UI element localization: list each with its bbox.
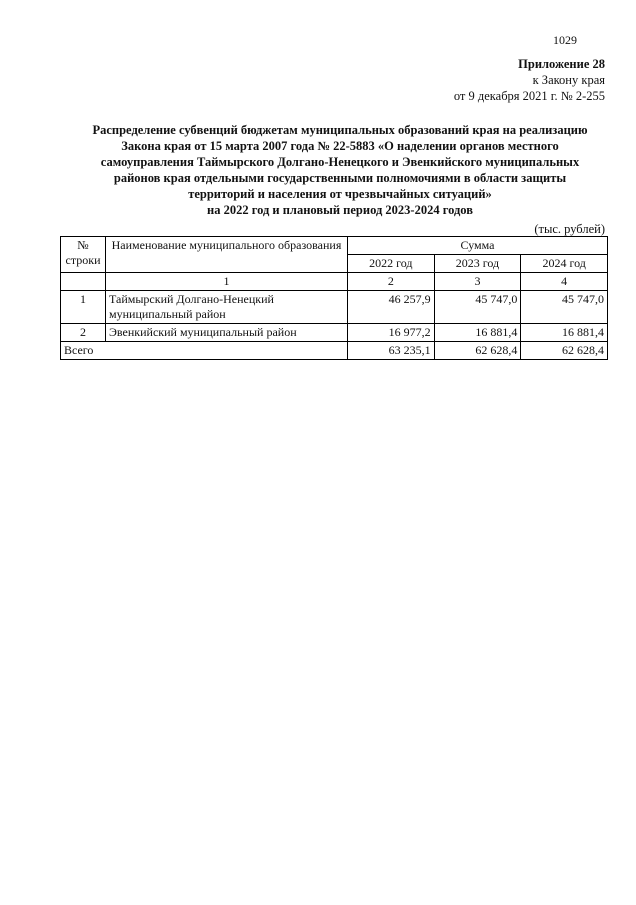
row-value-2023: 16 881,4: [434, 324, 521, 342]
row-value-2023: 45 747,0: [434, 291, 521, 324]
total-value-2023: 62 628,4: [434, 342, 521, 360]
total-row: [61, 342, 608, 360]
heading-line: самоуправления Таймырского Долгано-Ненецкого и Эвенкийского муниципальных: [100, 155, 580, 169]
header-row-number: № строки: [61, 237, 106, 273]
row-number: 1: [61, 291, 106, 324]
heading-line: территорий и населения от чрезвычайных ситуаций»: [188, 187, 492, 201]
heading-line: на 2022 год и плановый период 2023-2024 годов: [207, 203, 473, 217]
appendix-law-ref: к Закону края: [532, 73, 605, 87]
total-label: Всего: [61, 342, 348, 360]
column-number: 3: [434, 273, 521, 291]
document-heading: [60, 122, 620, 218]
header-year-2023: 2023 год: [434, 255, 521, 273]
heading-line: районов края отдельными государственными полномочиями в области защиты: [113, 171, 567, 185]
row-value-2024: 16 881,4: [521, 324, 608, 342]
row-name: Таймырский Долгано-Ненецкий муниципальный район: [106, 291, 348, 324]
appendix-date: от 9 декабря 2021 г. № 2-255: [453, 89, 605, 103]
appendix-block: [454, 56, 605, 104]
table-row: [61, 291, 608, 324]
table-header-row: [61, 237, 608, 255]
page-number: 1029: [553, 33, 577, 47]
table-row: [61, 324, 608, 342]
header-year-2024: 2024 год: [521, 255, 608, 273]
column-number: 1: [106, 273, 348, 291]
column-number-row: [61, 273, 608, 291]
row-value-2024: 45 747,0: [521, 291, 608, 324]
heading-line: Распределение субвенций бюджетам муниципальных образований края на реализацию: [92, 123, 588, 137]
units-label: (тыс. рублей): [534, 222, 605, 236]
row-value-2022: 16 977,2: [348, 324, 435, 342]
row-number: 2: [61, 324, 106, 342]
column-number: 4: [521, 273, 608, 291]
row-value-2022: 46 257,9: [348, 291, 435, 324]
row-name: Эвенкийский муниципальный район: [106, 324, 348, 342]
appendix-title: Приложение 28: [518, 57, 605, 71]
total-value-2022: 63 235,1: [348, 342, 435, 360]
header-sum: Сумма: [348, 237, 608, 255]
heading-line: Закона края от 15 марта 2007 года № 22-5883 «О наделении органов местного: [121, 139, 559, 153]
header-year-2022: 2022 год: [348, 255, 435, 273]
column-number: 2: [348, 273, 435, 291]
header-name: Наименование муниципального образования: [106, 237, 348, 273]
budget-table: [60, 236, 608, 360]
column-number-blank: [61, 273, 106, 291]
total-value-2024: 62 628,4: [521, 342, 608, 360]
